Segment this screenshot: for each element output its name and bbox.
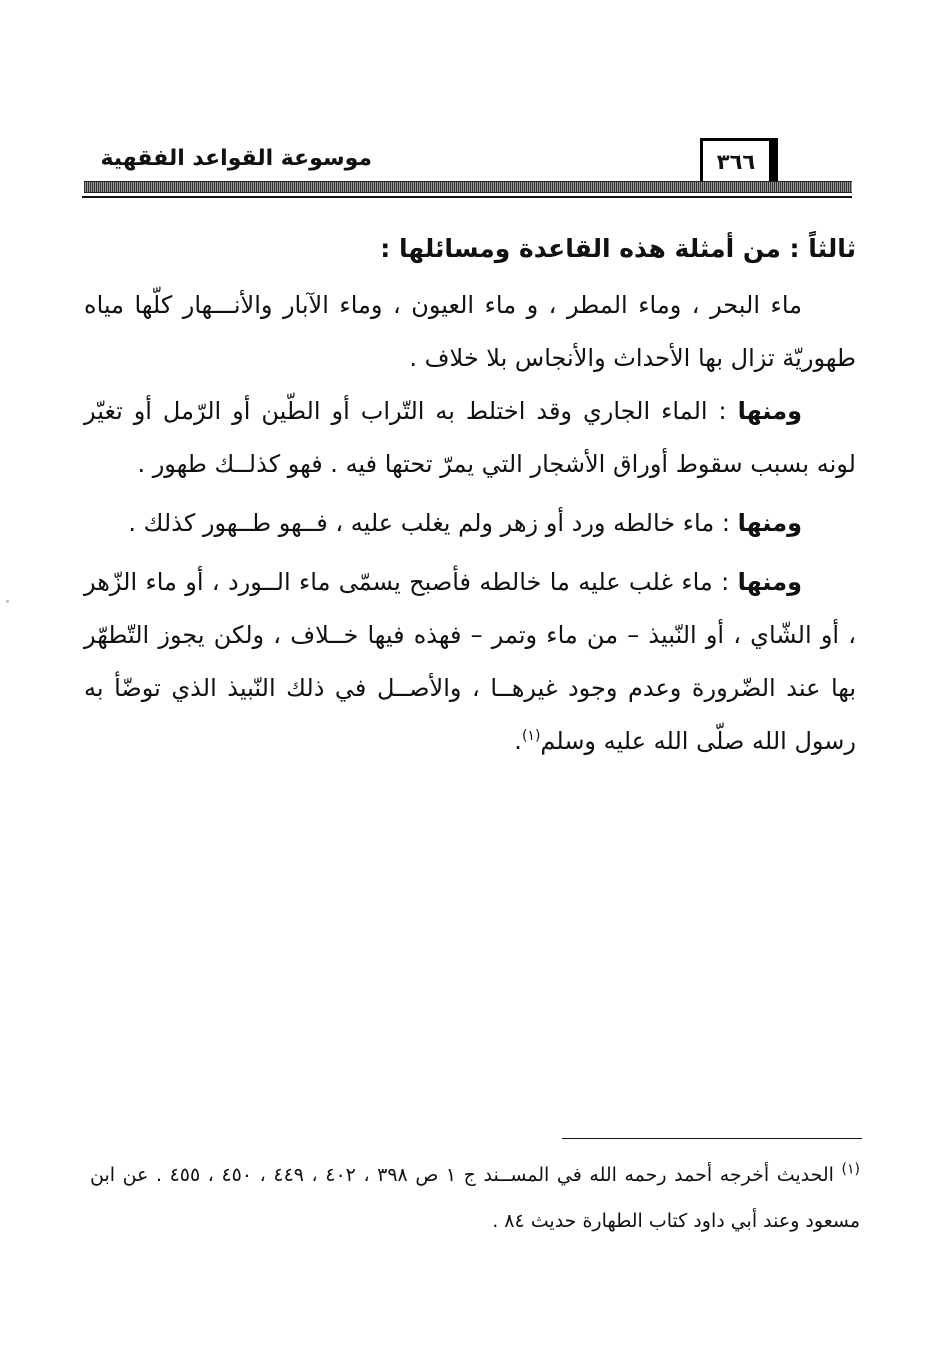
running-header-title: موسوعة القواعد الفقهية — [100, 146, 372, 171]
paragraph-tail: . — [514, 727, 522, 755]
paragraph-lead: ومنها — [737, 568, 802, 596]
header-rule-thick — [84, 181, 852, 193]
paragraph-text: ماء البحر ، وماء المطر ، و ماء العيون ، وماء الآبار والأنـــهار كلّها مياه طهوريّة تزال بها الأحداث والأنجاس بلا خلاف . — [84, 291, 856, 372]
page-number-box — [700, 138, 778, 182]
page-number: ٣٦٦ — [716, 150, 756, 174]
footnote-separator — [562, 1138, 862, 1139]
footnote-text: الحديث أخرجه أحمد رحمه الله في المســند ج ١ ص ٣٩٨ ، ٤٠٢ ، ٤٤٩ ، ٤٥٠ ، ٤٥٥ . عن ابن مسعود وعند أبي داود كتاب الطهارة حديث ٨٤ . — [90, 1164, 860, 1232]
footnote-marker: (١) — [841, 1161, 860, 1178]
paragraph-lead: ومنها — [737, 509, 802, 537]
paragraph-text: : ماء غلب عليه ما خالطه فأصبح يسمّى ماء الــورد ، أو ماء الزّهر ، أو الشّاي ، أو النّبيذ – من ماء وتمر – فهذه فيها خــلاف ، ولكن يجوز التّطهّر بها عند الضّرورة وعدم وجود غيرهــا ، والأصــل في ذلك النّبيذ الذي توضّأ به رسول الله صلّى الله عليه وسلم — [84, 568, 856, 755]
paragraph-2 — [84, 385, 856, 491]
footnote-reference[interactable]: (١) — [521, 728, 541, 744]
footnote-body — [90, 1152, 860, 1244]
paragraph-lead: ومنها — [737, 397, 802, 425]
paragraph-1 — [84, 279, 856, 385]
paragraph-4 — [84, 556, 856, 768]
main-text — [84, 222, 856, 768]
paragraph-text: : ماء خالطه ورد أو زهر ولم يغلب عليه ، فــهو طــهور كذلك . — [128, 509, 738, 537]
header-rule-thin — [82, 196, 852, 198]
section-heading: ثالثاً : من أمثلة هذه القاعدة ومسائلها : — [380, 234, 856, 263]
paragraph-3 — [84, 497, 856, 550]
paragraph-text: : الماء الجاري وقد اختلط به التّراب أو الطّين أو الرّمل أو تغيّر لونه بسبب سقوط أوراق الأشجار التي يمرّ تحتها فيه . فهو كذلــك طهور . — [84, 397, 856, 478]
scan-speck — [6, 600, 9, 603]
footnote — [90, 1152, 860, 1244]
